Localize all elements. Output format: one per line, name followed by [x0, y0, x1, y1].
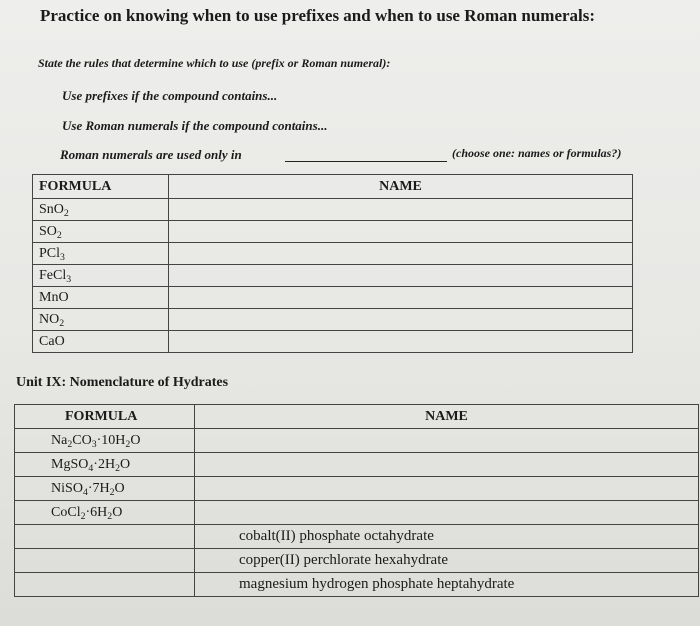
table-row	[15, 453, 699, 477]
formula-cell: PCl$_3$	[33, 243, 169, 265]
formula-cell: MnO	[33, 287, 169, 309]
formula-answer-cell[interactable]	[15, 573, 195, 597]
formula-cell: CaO	[33, 331, 169, 353]
name-header: NAME	[169, 175, 633, 199]
name-answer-cell[interactable]	[169, 243, 633, 265]
formula-cell: SnO$_2$	[33, 199, 169, 221]
formula-cell: $CoCl_2\cdot 6H_2O$	[15, 501, 195, 525]
formula-cell: $MgSO_4\cdot 2H_2O$	[15, 453, 195, 477]
name-answer-cell[interactable]	[195, 477, 699, 501]
table-row	[33, 243, 633, 265]
formula-cell: $NO_2$	[33, 309, 169, 331]
formula-cell: $Na_2CO_3\cdot 10H_2O$	[15, 429, 195, 453]
hydrate-name-cell: cobalt(II) phosphate octahydrate	[195, 525, 699, 549]
formula-cell: FeCl$_3$	[33, 265, 169, 287]
unit-heading: Unit IX: Nomenclature of Hydrates	[16, 375, 229, 390]
answer-blank[interactable]	[285, 160, 447, 162]
formula-answer-cell[interactable]	[15, 549, 195, 573]
name-answer-cell[interactable]	[169, 199, 633, 221]
roman-usage-prompt: Roman numerals are used only in	[60, 147, 242, 162]
name-answer-cell[interactable]	[169, 265, 633, 287]
name-answer-cell[interactable]	[195, 453, 699, 477]
formula-cell: $NiSO_4\cdot 7H_2O$	[15, 477, 195, 501]
prefix-rule-prompt: Use prefixes if the compound contains...	[62, 88, 278, 103]
table-header-row	[15, 405, 699, 429]
name-answer-cell[interactable]	[169, 331, 633, 353]
table-row	[15, 501, 699, 525]
table-row	[33, 309, 633, 331]
formula-cell: $SO_2$	[33, 221, 169, 243]
name-answer-cell[interactable]	[169, 221, 633, 243]
table-row	[33, 221, 633, 243]
table-row	[15, 429, 699, 453]
name-answer-cell[interactable]	[169, 309, 633, 331]
table-row	[33, 199, 633, 221]
name-answer-cell[interactable]	[195, 429, 699, 453]
hydrate-name-cell: copper(II) perchlorate hexahydrate	[195, 549, 699, 573]
name-answer-cell[interactable]	[195, 501, 699, 525]
table-row	[15, 477, 699, 501]
roman-rule-prompt: Use Roman numerals if the compound contains...	[62, 118, 328, 133]
page-title: Practice on knowing when to use prefixes and when to use Roman numerals:	[40, 6, 596, 25]
table-row	[33, 265, 633, 287]
name-answer-cell[interactable]	[169, 287, 633, 309]
hydrate-table	[14, 404, 699, 597]
table-row	[33, 287, 633, 309]
rules-prompt: State the rules that determine which to use (prefix or Roman numeral):	[38, 56, 391, 70]
naming-table	[32, 174, 633, 353]
table-row	[15, 525, 699, 549]
name-header: NAME	[195, 405, 699, 429]
choose-hint: (choose one: names or formulas?)	[452, 146, 622, 160]
table-row	[33, 331, 633, 353]
formula-header: FORMULA	[15, 405, 195, 429]
table-header-row	[33, 175, 633, 199]
table-row	[15, 573, 699, 597]
hydrate-name-cell: magnesium hydrogen phosphate heptahydrate	[195, 573, 699, 597]
table-row	[15, 549, 699, 573]
formula-header: FORMULA	[33, 175, 169, 199]
formula-answer-cell[interactable]	[15, 525, 195, 549]
